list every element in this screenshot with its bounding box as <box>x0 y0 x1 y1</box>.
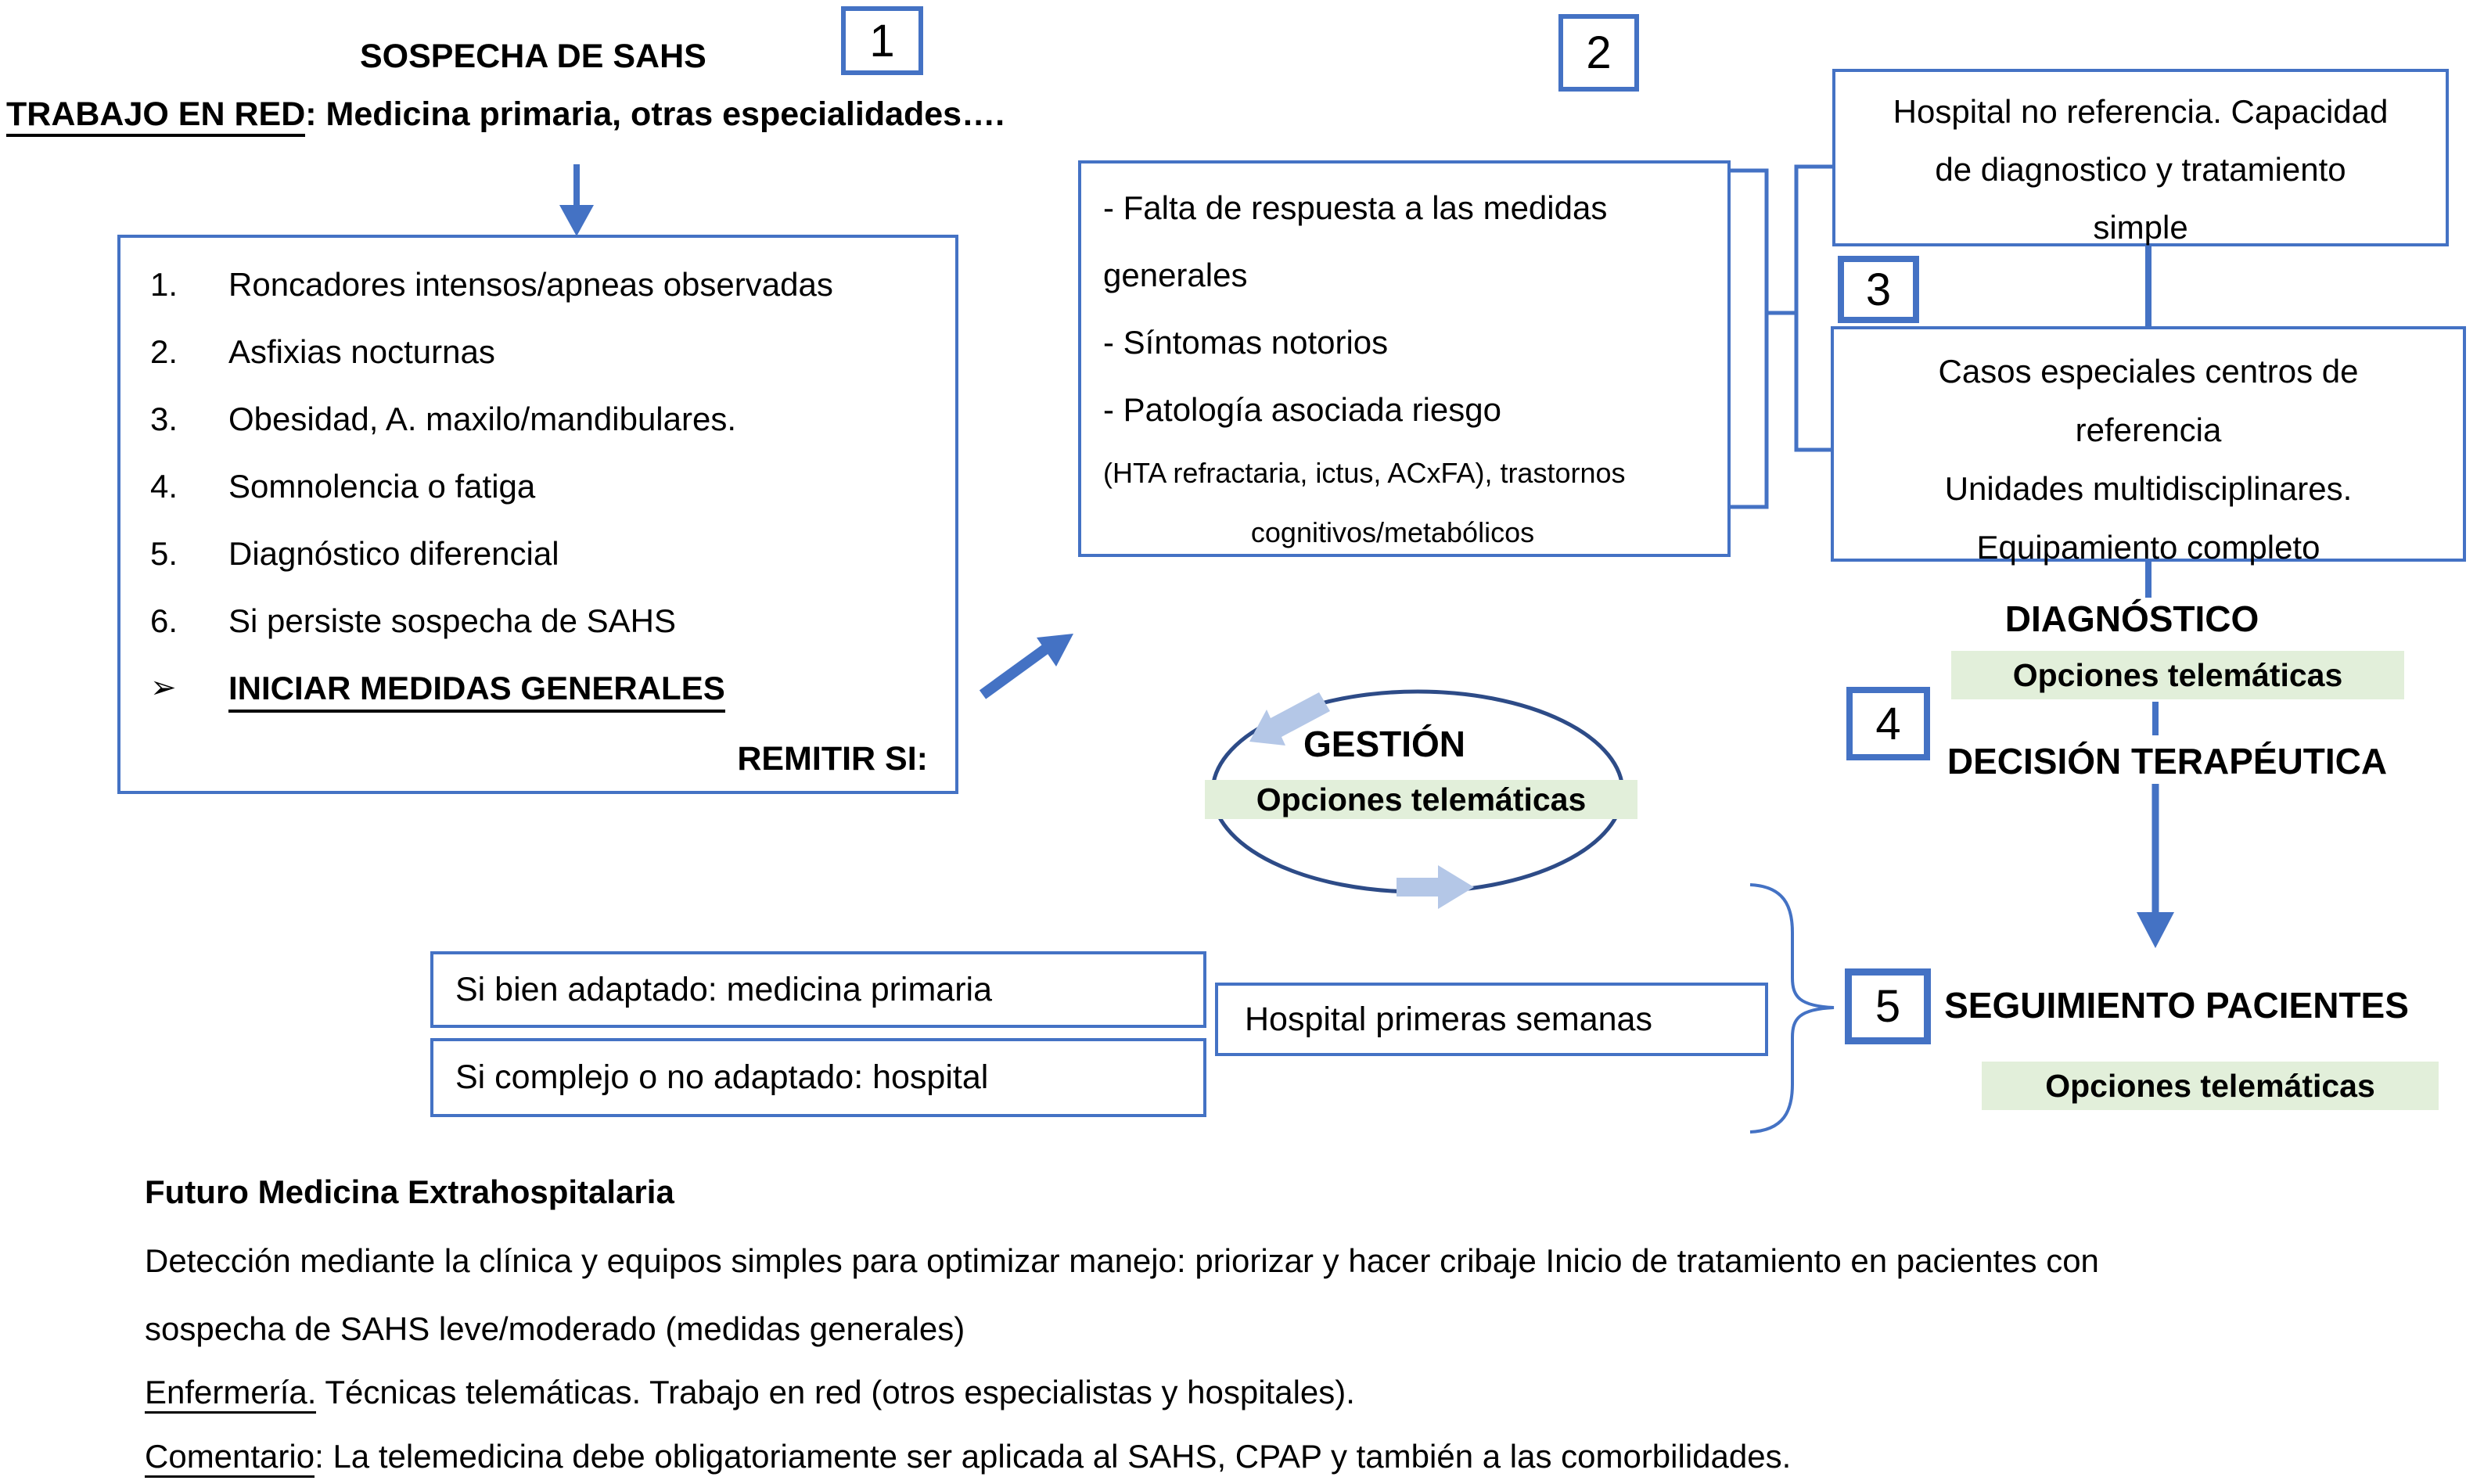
footer-line-enfermeria <box>145 1374 1355 1411</box>
arrow-bullet-icon: ➢ <box>150 670 177 705</box>
boxb-line: Equipamiento completo <box>1976 529 2320 566</box>
step-4-number: 4 <box>1875 698 1901 749</box>
boxa-line: de diagnostico y tratamiento <box>1935 151 2346 188</box>
step-4-badge <box>1846 687 1930 760</box>
criteria-line: generales <box>1103 257 1248 293</box>
enfermeria-label: Enfermería. <box>145 1374 316 1414</box>
list-item-text: Si persiste sospecha de SAHS <box>228 602 676 639</box>
step-3-number: 3 <box>1865 264 1892 315</box>
futuro-title: Futuro Medicina Extrahospitalaria <box>145 1173 674 1210</box>
diagnostico-telematic-label: Opciones telemáticas <box>2012 656 2343 693</box>
seguimiento-telematic-label: Opciones telemáticas <box>2045 1067 2375 1104</box>
step-2-badge <box>1558 14 1639 92</box>
list-item-text: Obesidad, A. maxilo/mandibulares. <box>228 401 737 437</box>
step-2-number: 2 <box>1586 27 1612 78</box>
list-item-number: 4. <box>150 468 178 505</box>
diagonal-arrow-icon <box>983 647 1048 695</box>
gestion-title: GESTIÓN <box>1303 724 1466 764</box>
footer-line-sospecha: sospecha de SAHS leve/moderado (medidas generales) <box>145 1310 965 1347</box>
casos-especiales-box <box>1831 326 2466 566</box>
hospital-primeras-semanas-label: Hospital primeras semanas <box>1245 1000 1652 1038</box>
boxb-line: Unidades multidisciplinares. <box>1944 470 2353 507</box>
footer-line-comentario <box>145 1438 1791 1475</box>
enfermeria-rest: Técnicas telemáticas. Trabajo en red (otros especialistas y hospitales). <box>316 1374 1355 1410</box>
decision-seguimiento-arrow-head <box>2137 912 2174 948</box>
list-item-number: 3. <box>150 401 178 437</box>
list-item-text: Asfixias nocturnas <box>228 333 495 370</box>
complejo-no-adaptado-box <box>430 1038 1206 1117</box>
suspicion-checklist-box <box>117 235 958 794</box>
step-5-number: 5 <box>1875 981 1901 1032</box>
step-3-badge <box>1838 256 1919 323</box>
subtitle <box>6 95 1005 134</box>
referral-criteria-box <box>1078 160 1731 557</box>
list-item-text: Somnolencia o fatiga <box>228 468 536 505</box>
box2-bracket <box>1731 171 1767 507</box>
subtitle-network-rest: : Medicina primaria, otras especialidades…. <box>305 95 1005 133</box>
diagnostico-telematic-highlight <box>1951 651 2404 699</box>
list-item-text: Diagnóstico diferencial <box>228 535 559 572</box>
subtitle-network-label: TRABAJO EN RED <box>6 95 305 137</box>
decision-terapeutica-title: DECISIÓN TERAPÉUTICA <box>1947 741 2388 782</box>
bien-adaptado-box <box>430 951 1206 1028</box>
gestion-telematic-label: Opciones telemáticas <box>1256 781 1587 817</box>
criteria-small-line: (HTA refractaria, ictus, ACxFA), trastornos <box>1103 457 1626 489</box>
step-1-number: 1 <box>869 15 895 66</box>
criteria-line: - Falta de respuesta a las medidas <box>1103 189 1608 226</box>
list-item-number: 6. <box>150 602 178 639</box>
list-item-number: 1. <box>150 266 178 303</box>
criteria-line: - Patología asociada riesgo <box>1103 391 1501 428</box>
gestion-telematic-highlight <box>1205 780 1637 819</box>
cycle-arrow-right-icon <box>1397 865 1474 909</box>
criteria-small-line: cognitivos/metabólicos <box>1250 516 1535 548</box>
remitir-si-label: REMITIR SI: <box>737 740 928 778</box>
list-item-text: Roncadores intensos/apneas observadas <box>228 266 833 303</box>
diagnostico-title: DIAGNÓSTICO <box>2004 598 2259 639</box>
seguimiento-title: SEGUIMIENTO PACIENTES <box>1944 985 2409 1026</box>
seguimiento-telematic-highlight <box>1982 1062 2439 1110</box>
comentario-rest: : La telemedicina debe obligatoriamente ser aplicada al SAHS, CPAP y también a las comorbilidades. <box>315 1438 1792 1475</box>
step-1-badge <box>841 6 923 75</box>
boxa-line: Hospital no referencia. Capacidad <box>1893 93 2389 130</box>
boxa-line: simple <box>2093 209 2188 246</box>
hospital-primeras-semanas-box <box>1215 983 1768 1056</box>
down-arrow-head-icon <box>559 205 594 236</box>
step-5-badge <box>1845 968 1931 1044</box>
criteria-line: - Síntomas notorios <box>1103 324 1389 361</box>
boxb-line: Casos especiales centros de referencia <box>1938 353 2359 448</box>
hospital-no-referencia-box <box>1832 69 2449 246</box>
comentario-label: Comentario <box>145 1438 315 1478</box>
footer-line-deteccion: Detección mediante la clínica y equipos simples para optimizar manejo: priorizar y hacer cribaje Inicio de tratamiento en pacientes con <box>145 1242 2099 1279</box>
bien-adaptado-label: Si bien adaptado: medicina primaria <box>455 970 993 1008</box>
list-item-number: 5. <box>150 535 178 572</box>
list-item-number: 2. <box>150 333 178 370</box>
page-title: SOSPECHA DE SAHS <box>360 38 706 75</box>
fanout-bracket <box>1796 167 1832 450</box>
complejo-no-adaptado-label: Si complejo o no adaptado: hospital <box>455 1058 989 1096</box>
iniciar-medidas-label: INICIAR MEDIDAS GENERALES <box>228 670 725 713</box>
